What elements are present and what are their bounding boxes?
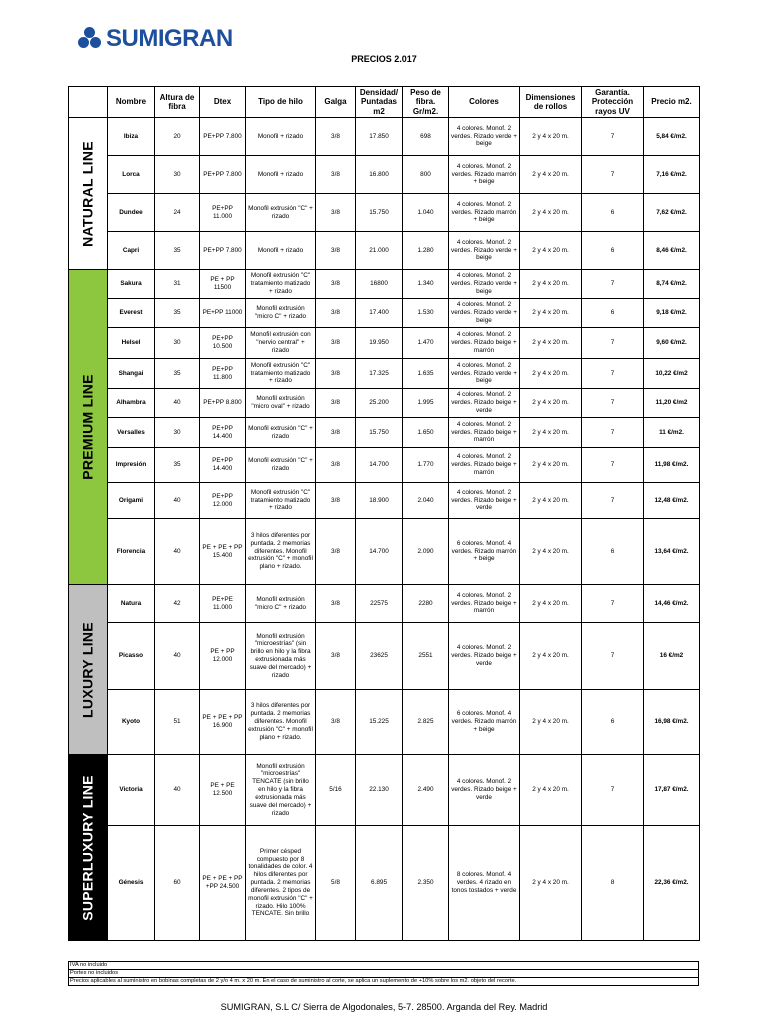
cell-dtex: PE+PP 7.800 [200, 118, 246, 156]
trefoil-logo-icon [78, 27, 102, 51]
cell-colores: 4 colores. Monof. 2 verdes. Rizado beige + verde [449, 755, 520, 826]
table-row [69, 270, 700, 299]
cell-nombre: Génesis [108, 826, 155, 941]
cell-altura: 40 [155, 389, 200, 418]
cell-garantia: 6 [582, 194, 644, 232]
cell-peso: 1.530 [403, 299, 449, 328]
cell-hilo: Monofil extrusión "microestrías" (sin brillo en hilo y la fibra extrusionada más suave del mercado) + rizado [246, 623, 316, 690]
cell-altura: 35 [155, 232, 200, 270]
cell-densidad: 21.000 [356, 232, 403, 270]
cell-dtex: PE + PE + PP +PP 24.500 [200, 826, 246, 941]
cell-peso: 1.280 [403, 232, 449, 270]
cell-dimensiones: 2 y 4 x 20 m. [520, 690, 582, 755]
product-line-label: NATURAL LINE [79, 140, 96, 247]
cell-nombre: Ibiza [108, 118, 155, 156]
note-terms: Precios aplicables al suministro en bobinas completas de 2 y/o 4 m. x 20 m. En el caso de suministro al corte, se aplica un suplemento de +10% sobre los m2. objeto del recorte. [69, 978, 699, 986]
cell-dimensiones: 2 y 4 x 20 m. [520, 519, 582, 585]
cell-hilo: 3 hilos diferentes por puntada. 2 memorias diferentes. Monofil extrusión "C" + monofil plano + rizado. [246, 519, 316, 585]
cell-hilo: Monofil extrusión "C" tratamiento matizado + rizado [246, 483, 316, 519]
product-line-group [69, 270, 108, 585]
table-row [69, 755, 700, 826]
cell-nombre: Picasso [108, 623, 155, 690]
cell-galga: 3/8 [316, 623, 356, 690]
cell-colores: 4 colores. Monof. 2 verdes. Rizado verde + beige [449, 232, 520, 270]
cell-nombre: Capri [108, 232, 155, 270]
cell-altura: 40 [155, 519, 200, 585]
cell-dtex: PE+PP 14.400 [200, 418, 246, 448]
cell-garantia: 7 [582, 483, 644, 519]
header-cell: Dimensiones de rollos [520, 87, 582, 118]
cell-garantia: 7 [582, 270, 644, 299]
cell-peso: 2.825 [403, 690, 449, 755]
cell-peso: 698 [403, 118, 449, 156]
cell-densidad: 17.325 [356, 359, 403, 389]
cell-altura: 30 [155, 156, 200, 194]
cell-peso: 1.040 [403, 194, 449, 232]
table-row [69, 826, 700, 941]
cell-hilo: Monofil extrusión "micro C" + rizado [246, 299, 316, 328]
cell-altura: 42 [155, 585, 200, 623]
cell-precio: 17,87 €/m2. [644, 755, 700, 826]
table-row [69, 389, 700, 418]
cell-altura: 24 [155, 194, 200, 232]
cell-dtex: PE + PE 12.500 [200, 755, 246, 826]
cell-peso: 1.470 [403, 328, 449, 359]
cell-peso: 2.490 [403, 755, 449, 826]
cell-dtex: PE + PE + PP 16.900 [200, 690, 246, 755]
cell-dimensiones: 2 y 4 x 20 m. [520, 328, 582, 359]
cell-galga: 3/8 [316, 483, 356, 519]
header-cell: Nombre [108, 87, 155, 118]
cell-colores: 4 colores. Monof. 2 verdes. Rizado verde + beige [449, 299, 520, 328]
table-row [69, 359, 700, 389]
cell-nombre: Sakura [108, 270, 155, 299]
header-cell: Peso de fibra. Gr/m2. [403, 87, 449, 118]
cell-densidad: 23625 [356, 623, 403, 690]
cell-precio: 10,22 €/m2 [644, 359, 700, 389]
table-row [69, 623, 700, 690]
table-row [69, 299, 700, 328]
cell-precio: 9,60 €/m2. [644, 328, 700, 359]
cell-altura: 40 [155, 623, 200, 690]
cell-peso: 2.040 [403, 483, 449, 519]
cell-nombre: Versalles [108, 418, 155, 448]
cell-colores: 8 colores. Monof. 4 verdes. 4 rizado en tonos tostados + verde [449, 826, 520, 941]
cell-altura: 40 [155, 755, 200, 826]
cell-garantia: 6 [582, 690, 644, 755]
cell-densidad: 25.200 [356, 389, 403, 418]
cell-dtex: PE+PP 7.800 [200, 232, 246, 270]
cell-dimensiones: 2 y 4 x 20 m. [520, 359, 582, 389]
cell-dtex: PE + PE + PP 15.400 [200, 519, 246, 585]
cell-hilo: Monofil extrusión "C" tratamiento matizado + rizado [246, 270, 316, 299]
cell-galga: 3/8 [316, 389, 356, 418]
cell-hilo: Primer césped compuesto por 8 tonalidades de color. 4 hilos diferentes por puntada. 2 memorias diferentes. 2 tipos de monofil extrusión "C" + rizado. Hilo 100% TENCATE. Sin brillo [246, 826, 316, 941]
header-cell: Altura de fibra [155, 87, 200, 118]
cell-dtex: PE+PP 12.000 [200, 483, 246, 519]
cell-peso: 2551 [403, 623, 449, 690]
cell-galga: 3/8 [316, 232, 356, 270]
cell-precio: 14,46 €/m2. [644, 585, 700, 623]
cell-densidad: 6.895 [356, 826, 403, 941]
table-row [69, 483, 700, 519]
header-cell: Galga [316, 87, 356, 118]
cell-colores: 6 colores. Monof. 4 verdes. Rizado marrón + beige [449, 519, 520, 585]
header-cell: Tipo de hilo [246, 87, 316, 118]
cell-altura: 30 [155, 418, 200, 448]
cell-nombre: Kyoto [108, 690, 155, 755]
cell-peso: 1.650 [403, 418, 449, 448]
cell-colores: 4 colores. Monof. 2 verdes. Rizado verde + beige [449, 359, 520, 389]
cell-dimensiones: 2 y 4 x 20 m. [520, 826, 582, 941]
table-row [69, 519, 700, 585]
cell-garantia: 7 [582, 418, 644, 448]
cell-galga: 5/16 [316, 755, 356, 826]
cell-altura: 31 [155, 270, 200, 299]
cell-galga: 3/8 [316, 519, 356, 585]
cell-garantia: 7 [582, 118, 644, 156]
cell-nombre: Shangai [108, 359, 155, 389]
cell-galga: 3/8 [316, 328, 356, 359]
cell-nombre: Natura [108, 585, 155, 623]
cell-precio: 16,98 €/m2. [644, 690, 700, 755]
product-line-group [69, 755, 108, 941]
cell-hilo: Monofil extrusión "C" + rizado [246, 194, 316, 232]
cell-densidad: 22.130 [356, 755, 403, 826]
cell-galga: 5/8 [316, 826, 356, 941]
cell-densidad: 22575 [356, 585, 403, 623]
cell-colores: 4 colores. Monof. 2 verdes. Rizado verde + beige [449, 270, 520, 299]
cell-dtex: PE+PP 14.400 [200, 448, 246, 483]
cell-nombre: Helsel [108, 328, 155, 359]
cell-peso: 800 [403, 156, 449, 194]
cell-altura: 30 [155, 328, 200, 359]
cell-dimensiones: 2 y 4 x 20 m. [520, 389, 582, 418]
cell-garantia: 7 [582, 623, 644, 690]
cell-altura: 51 [155, 690, 200, 755]
note-shipping: Portes no incluidos [69, 970, 699, 978]
cell-dimensiones: 2 y 4 x 20 m. [520, 623, 582, 690]
cell-galga: 3/8 [316, 270, 356, 299]
cell-hilo: Monofil + rizado [246, 232, 316, 270]
table-row [69, 194, 700, 232]
cell-peso: 1.995 [403, 389, 449, 418]
header-cell: Densidad/ Puntadas m2 [356, 87, 403, 118]
cell-dtex: PE+PE 11.000 [200, 585, 246, 623]
cell-dimensiones: 2 y 4 x 20 m. [520, 232, 582, 270]
cell-densidad: 15.750 [356, 418, 403, 448]
cell-dimensiones: 2 y 4 x 20 m. [520, 755, 582, 826]
cell-precio: 11,20 €/m2 [644, 389, 700, 418]
cell-colores: 4 colores. Monof. 2 verdes. Rizado beige + verde [449, 483, 520, 519]
cell-peso: 2.090 [403, 519, 449, 585]
cell-galga: 3/8 [316, 118, 356, 156]
cell-precio: 16 €/m2 [644, 623, 700, 690]
cell-garantia: 6 [582, 519, 644, 585]
cell-dimensiones: 2 y 4 x 20 m. [520, 299, 582, 328]
cell-garantia: 6 [582, 299, 644, 328]
note-vat: IVA no incluido [69, 962, 699, 970]
cell-densidad: 16.800 [356, 156, 403, 194]
cell-colores: 6 colores. Monof. 4 verdes. Rizado marrón + beige [449, 690, 520, 755]
cell-hilo: Monofil + rizado [246, 156, 316, 194]
cell-nombre: Impresión [108, 448, 155, 483]
cell-dimensiones: 2 y 4 x 20 m. [520, 194, 582, 232]
table-row [69, 418, 700, 448]
cell-dtex: PE+PP 11000 [200, 299, 246, 328]
cell-colores: 4 colores. Monof. 2 verdes. Rizado beige + marrón [449, 585, 520, 623]
header-cell: Garantía. Protección rayos UV [582, 87, 644, 118]
cell-hilo: Monofil extrusión "C" + rizado [246, 448, 316, 483]
cell-hilo: Monofil extrusión "micro oval" + rizado [246, 389, 316, 418]
cell-galga: 3/8 [316, 194, 356, 232]
header-cell: Dtex [200, 87, 246, 118]
cell-garantia: 7 [582, 389, 644, 418]
product-line-label: LUXURY LINE [79, 621, 96, 718]
cell-precio: 11 €/m2. [644, 418, 700, 448]
cell-dimensiones: 2 y 4 x 20 m. [520, 448, 582, 483]
cell-garantia: 7 [582, 585, 644, 623]
company-logo [78, 25, 233, 53]
cell-galga: 3/8 [316, 359, 356, 389]
cell-garantia: 7 [582, 359, 644, 389]
cell-altura: 35 [155, 448, 200, 483]
cell-densidad: 14.700 [356, 519, 403, 585]
cell-hilo: Monofil extrusión "micro C" + rizado [246, 585, 316, 623]
table-row [69, 156, 700, 194]
cell-colores: 4 colores. Monof. 2 verdes. Rizado marrón + beige [449, 156, 520, 194]
cell-precio: 5,84 €/m2. [644, 118, 700, 156]
table-row [69, 232, 700, 270]
cell-densidad: 18.900 [356, 483, 403, 519]
cell-precio: 7,62 €/m2. [644, 194, 700, 232]
table-row [69, 448, 700, 483]
cell-galga: 3/8 [316, 585, 356, 623]
cell-garantia: 7 [582, 156, 644, 194]
header-cell: Precio m2. [644, 87, 700, 118]
cell-garantia: 7 [582, 328, 644, 359]
cell-altura: 60 [155, 826, 200, 941]
cell-nombre: Lorca [108, 156, 155, 194]
cell-precio: 9,18 €/m2. [644, 299, 700, 328]
cell-hilo: Monofil + rizado [246, 118, 316, 156]
cell-garantia: 6 [582, 232, 644, 270]
product-line-label: SUPERLUXURY LINE [79, 774, 96, 921]
cell-densidad: 16800 [356, 270, 403, 299]
cell-nombre: Everest [108, 299, 155, 328]
cell-colores: 4 colores. Monof. 2 verdes. Rizado beige + marrón [449, 448, 520, 483]
cell-densidad: 17.850 [356, 118, 403, 156]
cell-densidad: 15.225 [356, 690, 403, 755]
cell-hilo: Monofil extrusión "C" tratamiento matizado + rizado [246, 359, 316, 389]
page-title: PRECIOS 2.017 [351, 54, 417, 64]
cell-peso: 1.635 [403, 359, 449, 389]
cell-nombre: Origami [108, 483, 155, 519]
cell-precio: 8,74 €/m2. [644, 270, 700, 299]
cell-dtex: PE+PP 11.000 [200, 194, 246, 232]
cell-colores: 4 colores. Monof. 2 verdes. Rizado beige + marrón [449, 328, 520, 359]
cell-dimensiones: 2 y 4 x 20 m. [520, 156, 582, 194]
cell-dtex: PE + PP 11500 [200, 270, 246, 299]
table-row [69, 585, 700, 623]
table-row [69, 328, 700, 359]
cell-peso: 2.350 [403, 826, 449, 941]
table-row [69, 118, 700, 156]
header-corner [69, 87, 108, 118]
cell-galga: 3/8 [316, 448, 356, 483]
product-line-group [69, 118, 108, 270]
cell-hilo: Monofil extrusión con "nervio central" + rizado [246, 328, 316, 359]
cell-hilo: Monofil extrusión "C" + rizado [246, 418, 316, 448]
cell-colores: 4 colores. Monof. 2 verdes. Rizado verde + beige [449, 118, 520, 156]
cell-peso: 2280 [403, 585, 449, 623]
table-row [69, 690, 700, 755]
cell-dtex: PE+PP 8.800 [200, 389, 246, 418]
cell-garantia: 8 [582, 826, 644, 941]
cell-precio: 12,48 €/m2. [644, 483, 700, 519]
cell-dimensiones: 2 y 4 x 20 m. [520, 483, 582, 519]
cell-nombre: Alhambra [108, 389, 155, 418]
cell-hilo: Monofil extrusión "microestrías" TENCATE (sin brillo en hilo y la fibra extrusionada más suave del mercado) + rizado [246, 755, 316, 826]
cell-dimensiones: 2 y 4 x 20 m. [520, 418, 582, 448]
cell-dtex: PE+PP 11.800 [200, 359, 246, 389]
cell-nombre: Florencia [108, 519, 155, 585]
cell-colores: 4 colores. Monof. 2 verdes. Rizado beige + verde [449, 623, 520, 690]
cell-dimensiones: 2 y 4 x 20 m. [520, 585, 582, 623]
cell-peso: 1.340 [403, 270, 449, 299]
cell-dtex: PE + PP 12.000 [200, 623, 246, 690]
cell-precio: 13,64 €/m2. [644, 519, 700, 585]
cell-dimensiones: 2 y 4 x 20 m. [520, 118, 582, 156]
cell-densidad: 19.950 [356, 328, 403, 359]
cell-precio: 22,36 €/m2. [644, 826, 700, 941]
cell-altura: 40 [155, 483, 200, 519]
cell-densidad: 17.400 [356, 299, 403, 328]
product-line-label: PREMIUM LINE [79, 374, 96, 480]
cell-altura: 20 [155, 118, 200, 156]
cell-colores: 4 colores. Monof. 2 verdes. Rizado beige + verde [449, 389, 520, 418]
product-line-group [69, 585, 108, 755]
cell-garantia: 7 [582, 755, 644, 826]
logo-text: SUMIGRAN [106, 25, 233, 52]
cell-galga: 3/8 [316, 299, 356, 328]
cell-altura: 35 [155, 359, 200, 389]
cell-galga: 3/8 [316, 690, 356, 755]
price-table [68, 86, 700, 941]
cell-precio: 8,46 €/m2. [644, 232, 700, 270]
cell-dtex: PE+PP 10.500 [200, 328, 246, 359]
cell-precio: 7,16 €/m2. [644, 156, 700, 194]
header-cell: Colores [449, 87, 520, 118]
cell-densidad: 14.700 [356, 448, 403, 483]
cell-peso: 1.770 [403, 448, 449, 483]
notes-table [68, 961, 699, 986]
header-row [69, 87, 700, 118]
cell-precio: 11,98 €/m2. [644, 448, 700, 483]
cell-nombre: Dundee [108, 194, 155, 232]
cell-colores: 4 colores. Monof. 2 verdes. Rizado beige + marrón [449, 418, 520, 448]
cell-galga: 3/8 [316, 418, 356, 448]
footer-address: SUMIGRAN, S.L C/ Sierra de Algodonales, 5-7. 28500. Arganda del Rey. Madrid [220, 1002, 548, 1012]
cell-dtex: PE+PP 7.800 [200, 156, 246, 194]
cell-densidad: 15.750 [356, 194, 403, 232]
cell-dimensiones: 2 y 4 x 20 m. [520, 270, 582, 299]
cell-garantia: 7 [582, 448, 644, 483]
cell-nombre: Victoria [108, 755, 155, 826]
cell-altura: 35 [155, 299, 200, 328]
cell-galga: 3/8 [316, 156, 356, 194]
cell-colores: 4 colores. Monof. 2 verdes. Rizado marrón + beige [449, 194, 520, 232]
cell-hilo: 3 hilos diferentes por puntada. 2 memorias diferentes. Monofil extrusión "C" + monofil plano + rizado. [246, 690, 316, 755]
